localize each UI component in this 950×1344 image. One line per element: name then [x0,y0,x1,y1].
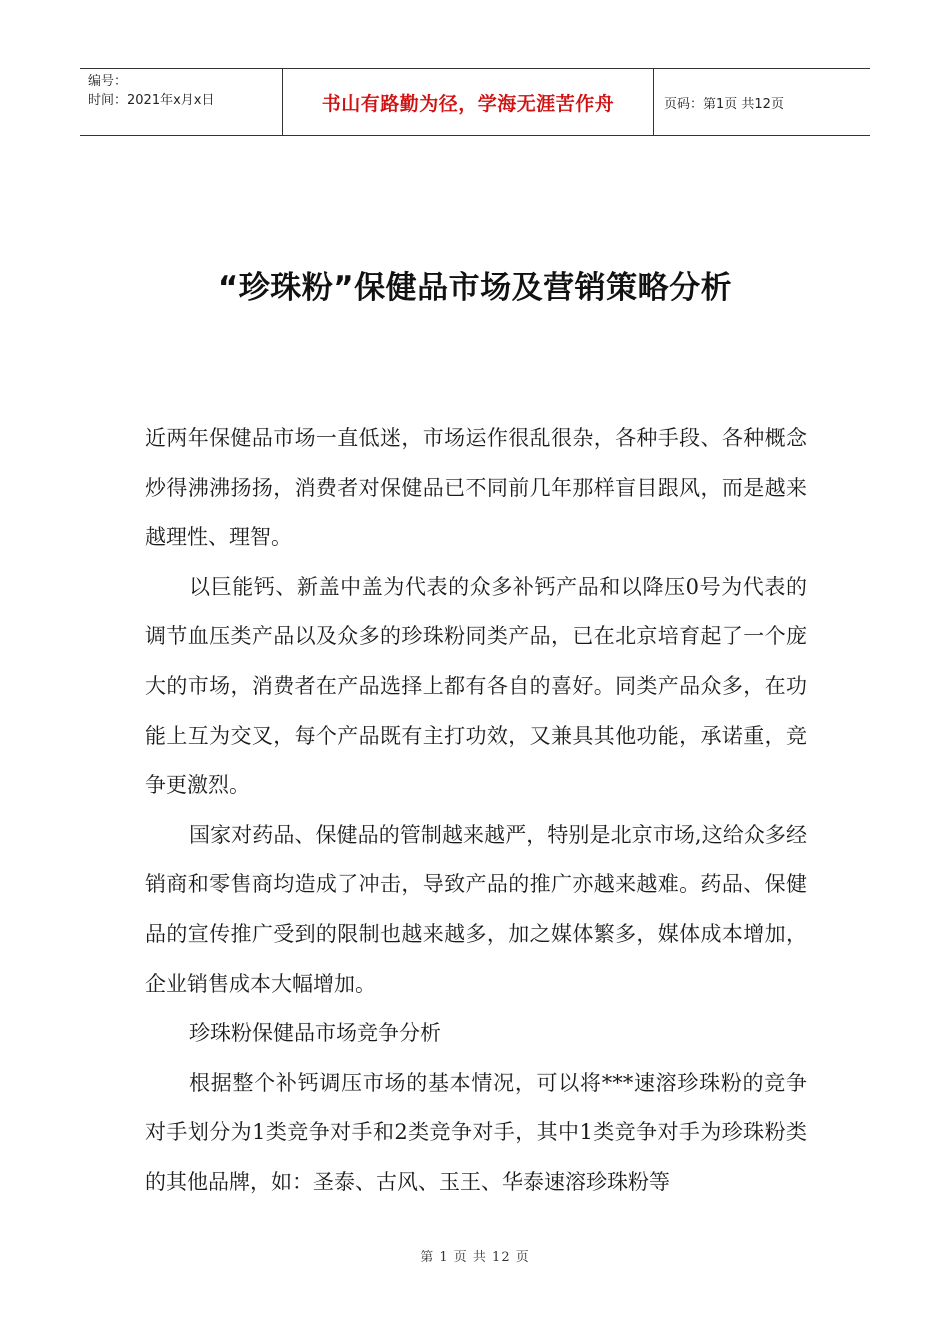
header-page-info: 页码：第1页 共12页 [664,96,784,112]
header-meta [80,69,282,135]
document-number-label: 编号： [88,74,128,89]
body-paragraph: 根据整个补钙调压市场的基本情况，可以将***速溶珍珠粉的竞争对手划分为1类竞争对手和2类竞争对手，其中1类竞争对手为珍珠粉类的其他品牌，如：圣泰、古风、玉王、华泰速溶珍珠粉等 [145,1070,807,1194]
document-date-label: 时间：2021年x月x日 [88,93,215,108]
page-header [80,68,870,136]
document-title: “珍珠粉”保健品市场及营销策略分析 [217,270,733,306]
body-paragraph: 国家对药品、保健品的管制越来越严，特别是北京市场,这给众多经销商和零售商均造成了冲击，导致产品的推广亦越来越难。药品、保健品的宣传推广受到的限制也越来越多，加之媒体繁多，媒体成本增加，企业销售成本大幅增加。 [145,822,807,996]
page-footer: 第 1 页 共 12 页 [420,1250,530,1265]
body-paragraph: 以巨能钙、新盖中盖为代表的众多补钙产品和以降压0号为代表的调节血压类产品以及众多的珍珠粉同类产品，已在北京培育起了一个庞大的市场，消费者在产品选择上都有各自的喜好。同类产品众多，在功能上互为交叉，每个产品既有主打功效，又兼具其他功能，承诺重，竞争更激烈。 [145,574,807,798]
document-body [145,414,807,1208]
section-heading: 珍珠粉保健品市场竞争分析 [189,1021,441,1046]
header-motto: 书山有路勤为径，学海无涯苦作舟 [282,69,654,135]
body-paragraph: 近两年保健品市场一直低迷，市场运作很乱很杂，各种手段、各种概念炒得沸沸扬扬，消费者对保健品已不同前几年那样盲目跟风，而是越来越理性、理智。 [145,426,807,550]
